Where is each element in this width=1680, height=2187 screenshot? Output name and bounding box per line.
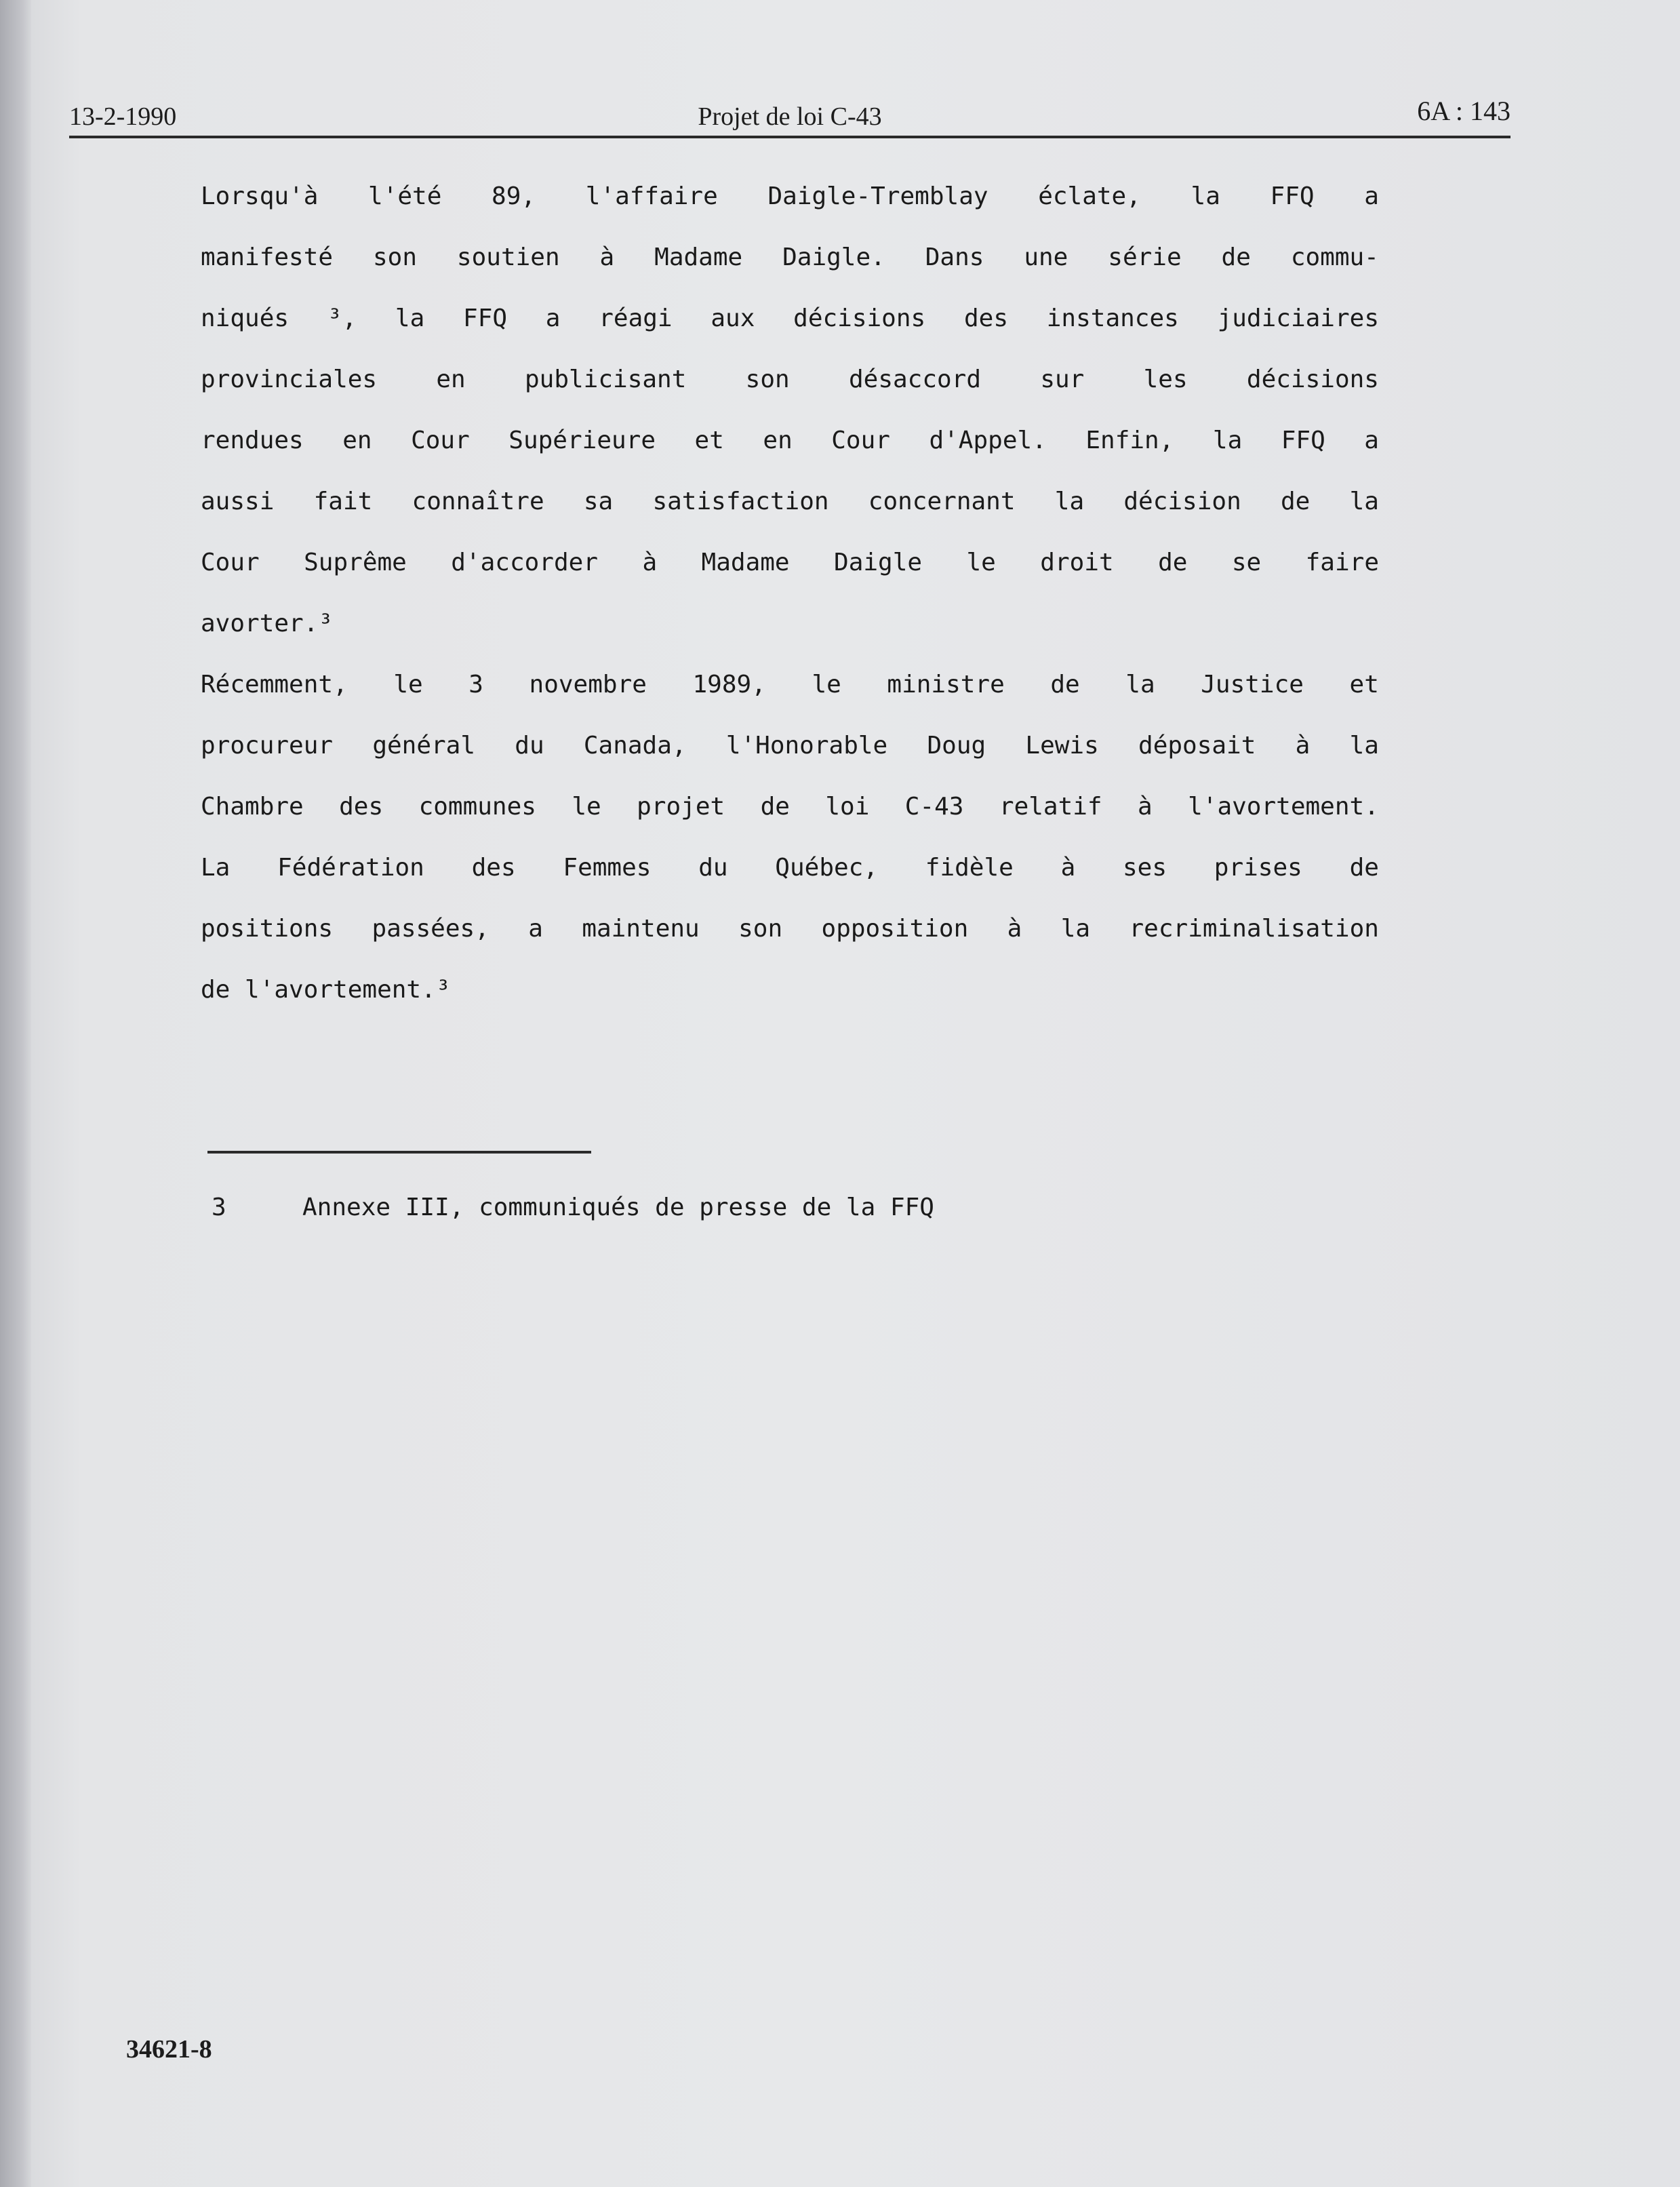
body-word: sa [583,488,614,515]
body-word: l'avortement. [1188,793,1379,821]
body-word: Suprême [304,549,407,576]
body-word: son [372,243,418,271]
body-word: C-43 [904,793,964,821]
body-word: d'accorder [451,549,599,576]
body-word: son [745,366,790,393]
body-word: Femmes [563,854,652,882]
body-word: droit [1040,549,1114,576]
body-word: et [1349,671,1379,698]
body-word: l'affaire [585,182,718,210]
body-word: Lorsqu'à [201,182,319,210]
body-word: Québec, [775,854,879,882]
body-word: La [201,854,231,882]
body-word: commu- [1290,243,1379,271]
body-word: 89, [492,182,536,210]
body-word: l'Honorable [725,732,888,760]
body-word: Enfin, [1085,427,1174,454]
body-word: la [395,304,425,332]
body-word: son [738,915,783,943]
body-word: a [528,915,543,943]
body-word: satisfaction [652,488,829,515]
body-word: décisions [1246,366,1379,393]
body-word: fidèle [925,854,1014,882]
body-word: FFQ [463,304,508,332]
body-word: loi [825,793,870,821]
body-word: recriminalisation [1129,915,1379,943]
body-word: publicisant [524,366,687,393]
body-word: a [545,304,561,332]
body-word: des [963,304,1008,332]
body-word: Supérieure [508,427,656,454]
body-line [201,354,1379,415]
body-word: de [1158,549,1188,576]
body-word: projet [637,793,725,821]
body-line [201,476,1379,537]
footnote-text: Annexe III, communiqués de presse de la FFQ [302,1194,934,1221]
body-line: avorter.³ [201,610,334,637]
body-word: passées, [372,915,489,943]
body-word: provinciales [201,366,378,393]
body-word: le [966,549,996,576]
body-word: la [1060,915,1091,943]
body-word: FFQ [1270,182,1315,210]
body-word: et [694,427,724,454]
body-word: éclate, [1038,182,1141,210]
body-word: général [372,732,476,760]
body-word: en [342,427,372,454]
body-word: Daigle. [782,243,885,271]
body-word: maintenu [582,915,700,943]
body-word: de [760,793,790,821]
body-word: série [1108,243,1182,271]
body-word: opposition [821,915,969,943]
body-word: se [1231,549,1262,576]
body-line [201,842,1379,903]
body-word: positions [201,915,334,943]
body-word: manifesté [201,243,334,271]
body-word: FFQ [1281,427,1325,454]
body-word: 1989, [692,671,766,698]
body-word: concernant [868,488,1016,515]
body-word: la [1349,488,1379,515]
body-word: en [436,366,466,393]
body-word: ³, [327,304,357,332]
body-word: ses [1123,854,1167,882]
body-word: à [599,243,615,271]
body-word: procureur [201,732,334,760]
body-word: décision [1123,488,1241,515]
body-word: la [1125,671,1155,698]
body-word: du [515,732,544,760]
body-word: soutien [456,243,560,271]
page-header [69,95,1511,138]
body-word: à [1138,793,1153,821]
body-word: les [1143,366,1188,393]
body-word: à [1060,854,1076,882]
body-word: Récemment, [201,671,348,698]
header-title: Projet de loi C-43 [698,102,882,131]
footnote-divider [207,1151,591,1154]
body-line [201,720,1379,781]
body-word: la [1349,732,1379,760]
body-word: du [698,854,728,882]
footer-code: 34621-8 [126,2035,212,2064]
body-word: Madame [654,243,743,271]
body-word: à [642,549,658,576]
body-word: niqués [201,304,289,332]
body-word: Daigle [834,549,923,576]
body-word: rendues [201,427,304,454]
body-word: le [572,793,601,821]
body-word: Cour [831,427,890,454]
body-line [201,659,1379,720]
body-text [201,171,1421,1025]
body-word: instances [1046,304,1179,332]
body-word: la [1054,488,1085,515]
footnote [212,1194,934,1221]
body-word: réagi [599,304,673,332]
body-word: prises [1214,854,1302,882]
body-word: la [1191,182,1220,210]
body-line: de l'avortement.³ [201,976,451,1004]
body-word: Lewis [1025,732,1099,760]
header-date: 13-2-1990 [69,102,177,131]
body-line [201,415,1379,476]
body-word: ministre [887,671,1005,698]
body-word: en [763,427,793,454]
body-word: aux [711,304,755,332]
body-word: 3 [468,671,483,698]
body-line [201,232,1379,293]
body-word: a [1364,182,1379,210]
body-word: le [393,671,423,698]
body-word: Dans [925,243,984,271]
body-word: faire [1305,549,1379,576]
body-word: de [1050,671,1080,698]
body-line [201,781,1379,842]
body-line [201,293,1379,354]
body-word: d'Appel. [929,427,1047,454]
body-word: aussi [201,488,275,515]
body-word: novembre [529,671,647,698]
body-word: des [471,854,516,882]
footnote-number: 3 [212,1194,226,1221]
body-word: des [339,793,384,821]
body-word: décisions [793,304,926,332]
body-word: de [1221,243,1251,271]
body-word: connaître [412,488,544,515]
body-word: désaccord [848,366,982,393]
body-word: Daigle-Tremblay [767,182,988,210]
body-word: à [1295,732,1311,760]
body-word: le [812,671,841,698]
header-page-number: 6A : 143 [1417,96,1511,126]
body-word: déposait [1138,732,1256,760]
body-word: sur [1040,366,1085,393]
page-binding-edge [0,0,31,2187]
body-word: relatif [999,793,1102,821]
body-line [201,171,1379,232]
body-word: communes [418,793,536,821]
body-word: à [1007,915,1022,943]
body-word: Doug [927,732,986,760]
body-word: a [1364,427,1379,454]
body-line [201,903,1379,964]
body-word: Chambre [201,793,304,821]
body-word: de [1349,854,1379,882]
body-word: Canada, [583,732,687,760]
body-word: fait [313,488,373,515]
body-word: Fédération [277,854,424,882]
body-word: l'été [368,182,442,210]
body-word: Justice [1201,671,1304,698]
body-word: Madame [701,549,790,576]
body-word: Cour [201,549,260,576]
body-word: Cour [411,427,470,454]
body-word: la [1212,427,1243,454]
body-line [201,537,1379,598]
body-word: judiciaires [1217,304,1379,332]
body-word: de [1280,488,1311,515]
body-word: une [1024,243,1068,271]
